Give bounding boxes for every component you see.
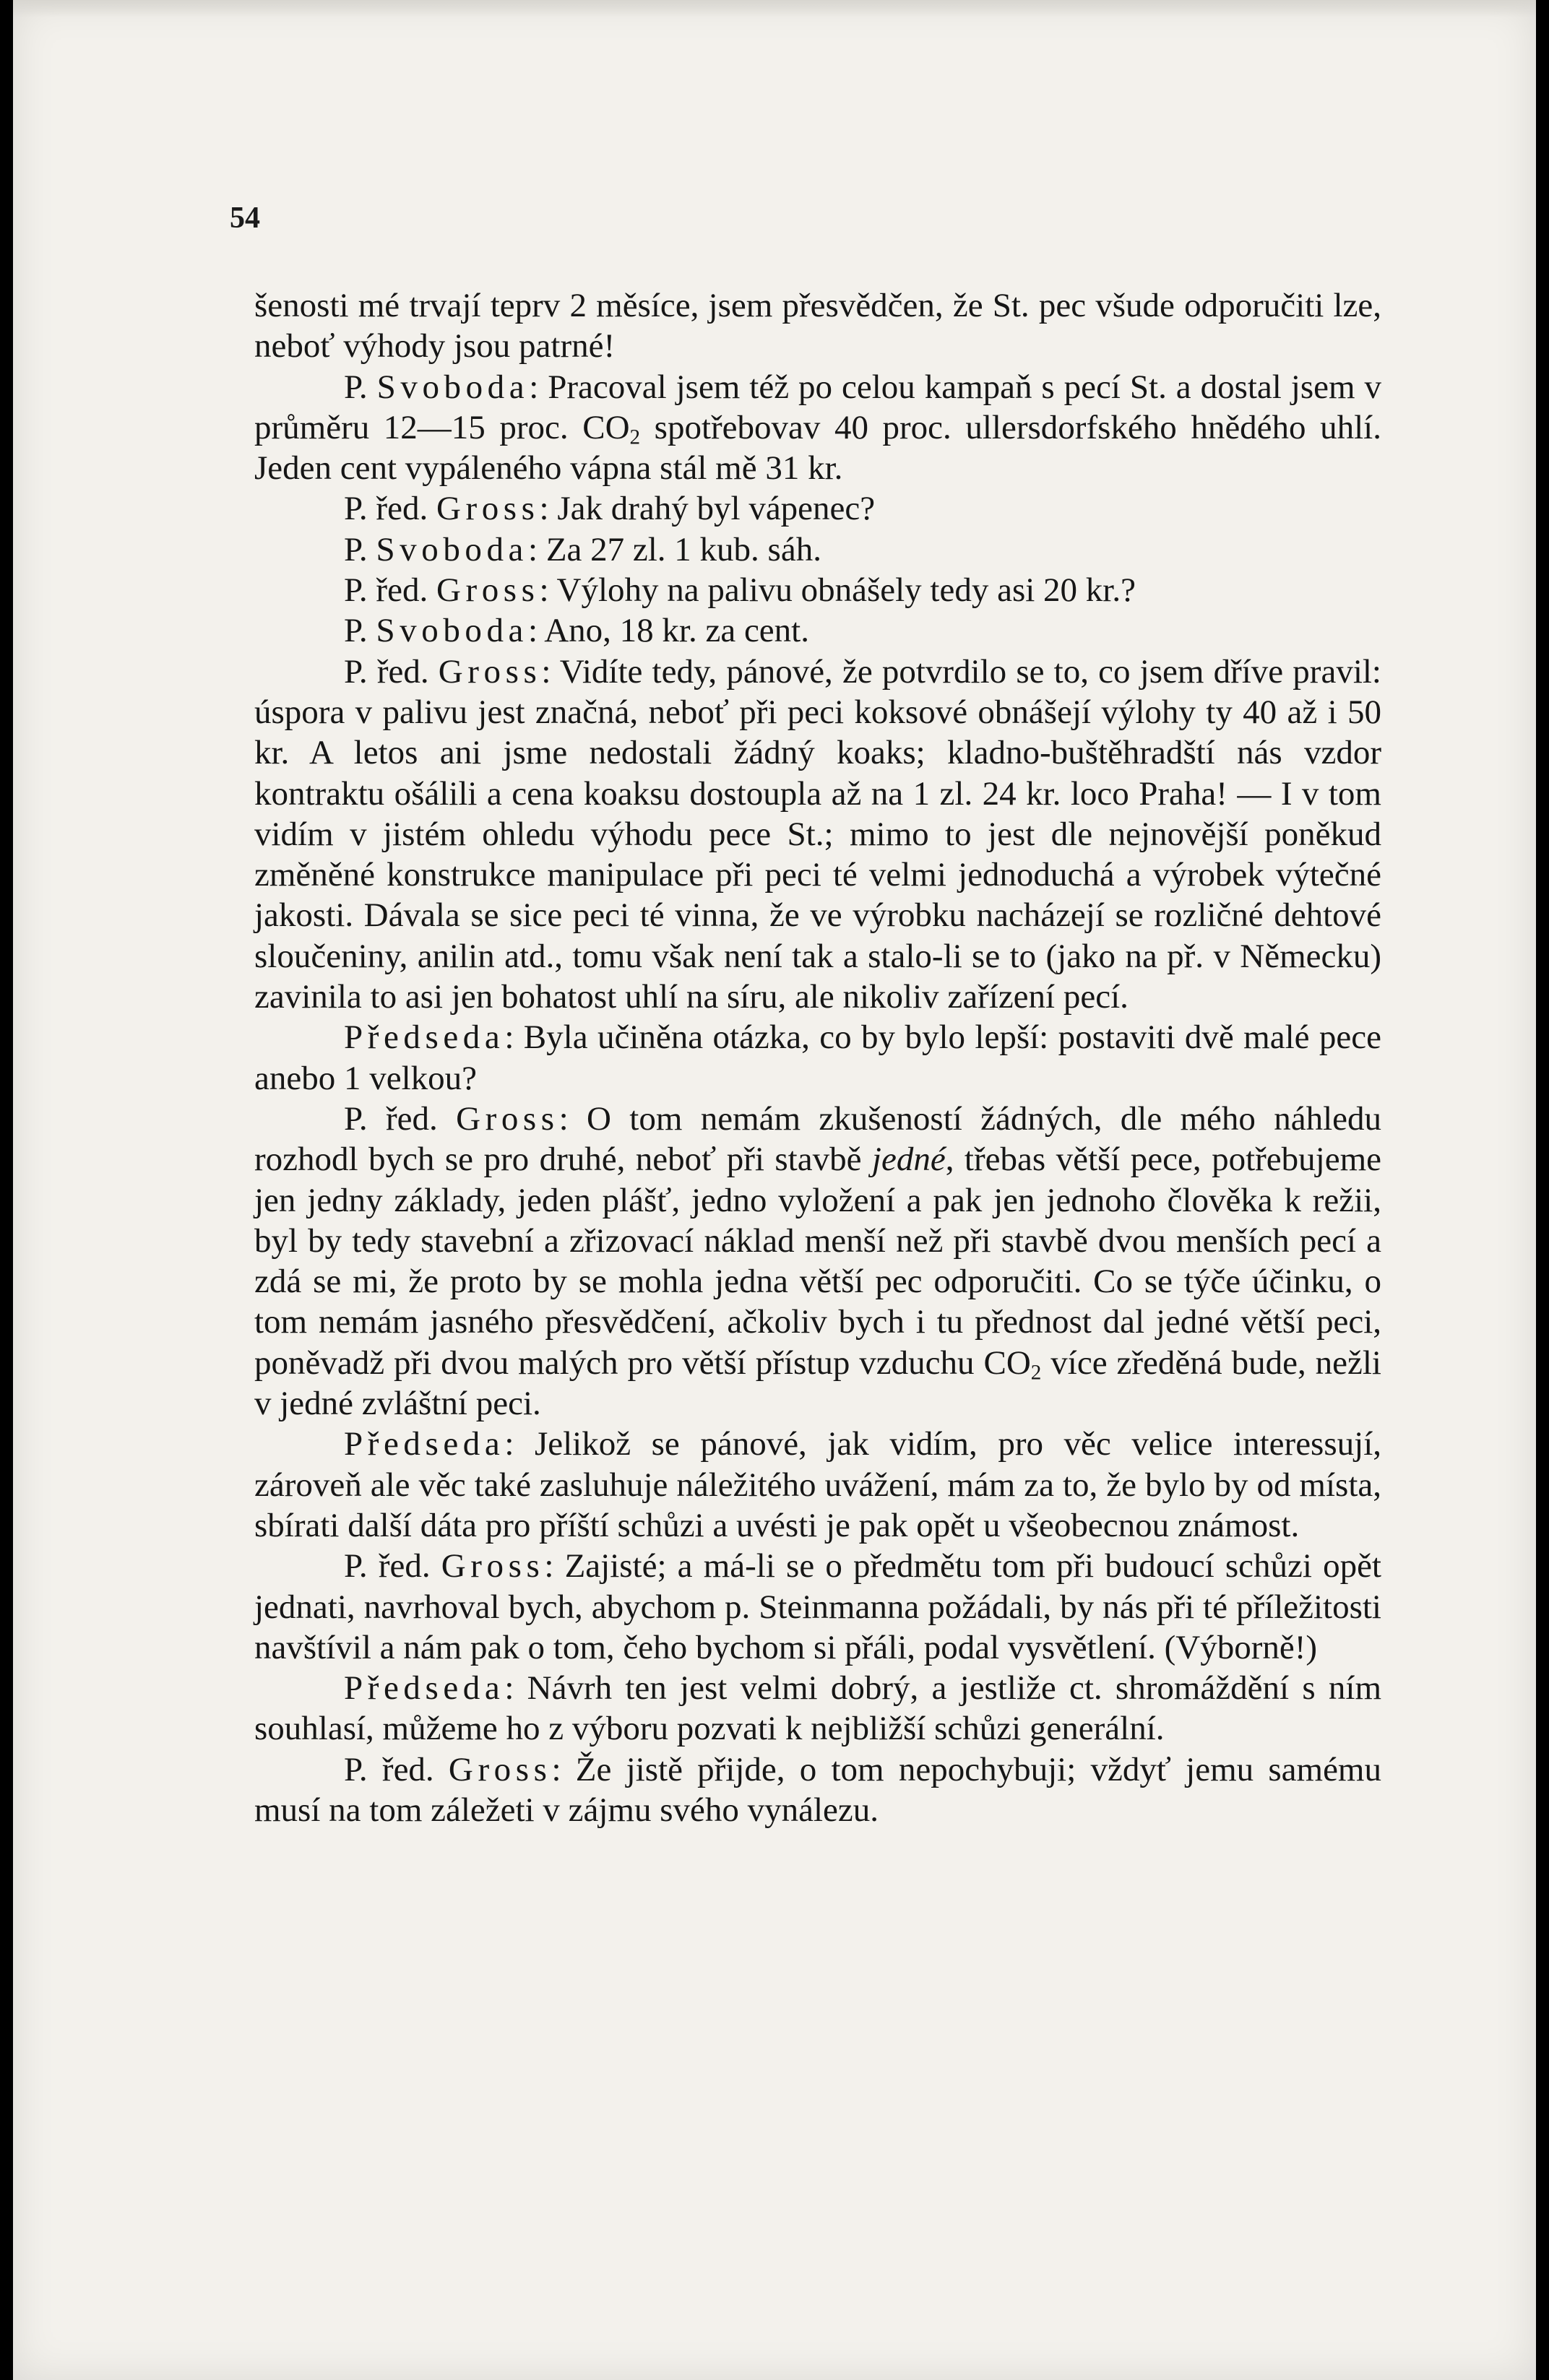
speaker-name: Gross: [436, 571, 540, 610]
paragraph-text: Jak drahý byl vápenec?: [557, 490, 876, 528]
paragraph-text: Ano, 18 kr. za cent.: [544, 612, 809, 650]
speaker-prefix: P. řed.: [344, 1099, 438, 1138]
speaker-name: Gross: [448, 1750, 552, 1788]
speaker-prefix: P. řed.: [344, 1547, 431, 1585]
paragraph-predseda-3: Předseda: Návrh ten jest velmi dobrý, a jestliže ct. shromáždění s ním souhlasí, můžeme ho z výboru pozvati k nejbližší schůzi generální.: [254, 1669, 1381, 1748]
speaker-name: Svoboda: [376, 612, 528, 650]
paragraph-text: více zředěná bude, nežli v jedné zvláštní peci.: [254, 1343, 1381, 1423]
paragraph-text: spotřebovav 40 proc. ullersdorfského hnědého uhlí. Jeden cent vypáleného vápna stál mě 31 kr.: [254, 408, 1381, 488]
speaker-prefix: P.: [344, 530, 368, 568]
paragraph-gross-1: P. řed. Gross: Jak drahý byl vápenec?: [344, 490, 876, 528]
paragraph-text: Jelikož se pánové, jak vidím, pro věc velice interessují, zároveň ale věc také zasluhuje náležitého uvážení, mám za to, že bylo by od místa, sbírati další dáta pro příští schůzi a uvésti je pak opět u všeobecnou známost.: [254, 1425, 1381, 1544]
speaker-name: Předseda: [344, 1669, 505, 1708]
speaker-name: Gross: [456, 1099, 559, 1138]
paragraph-gross-4: P. řed. Gross: O tom nemám zkušeností žádných, dle mého náhledu rozhodl bych se pro druhé, neboť při stavbě jedné, třebas větší pece, potřebujeme jen jedny základy, jeden plášť, jedno vyložení a pak jen jednoho člověka k režii, byl by tedy stavební a zřizovací náklad menší než při stavbě dvou menších pecí a zdá se mi, že proto by se mohla jedna větší pec odporučiti. Co se týče účinku, o tom nemám jasného přesvědčení, ačkoliv bych i tu přednost dal jedné větší peci, poněvadž při dvou malých pro větší přístup vzduchu $CO_2$ více zředěná bude, nežli v jedné zvláštní peci.: [254, 1099, 1382, 1423]
speaker-name: Gross: [436, 490, 540, 528]
paragraph-svoboda-2: P. Svoboda: Za 27 zl. 1 kub. sáh.: [344, 530, 821, 568]
scanned-page: [13, 0, 1536, 2380]
paragraph-gross-5: P. řed. Gross: Zajisté; a má-li se o předmětu tom při budoucí schůzi opět jednati, navrhoval bych, abychom p. Steinmanna požádali, by nás při té příležitosti navštívil a nám pak o tom, čeho bychom si přáli, podal vysvětlení. (Výborně!): [254, 1547, 1381, 1666]
paragraph-predseda-2: Předseda: Jelikož se pánové, jak vidím, pro věc velice interessují, zároveň ale věc také zasluhuje náležitého uvážení, mám za to, že bylo by od místa, sbírati další dáta pro příští schůzi a uvésti je pak opět u všeobecnou známost.: [254, 1425, 1381, 1544]
speaker-prefix: P. řed.: [344, 571, 428, 610]
paragraph-svoboda-1: P. Svoboda: Pracoval jsem též po celou kampaň s pecí St. a dostal jsem v průměru 12—15 proc. $CO_2$ spotřebovav 40 proc. ullersdorfského hnědého uhlí. Jeden cent vypáleného vápna stál mě 31 kr.: [254, 368, 1382, 488]
speaker-name: Gross: [441, 1547, 545, 1585]
subscript: 2: [629, 425, 641, 449]
paragraph-text: Návrh ten jest velmi dobrý, a jestliže ct. shromáždění s ním souhlasí, můžeme ho z výboru pozvati k nejbližší schůzi generální.: [254, 1669, 1381, 1748]
speaker-name: Gross: [438, 652, 542, 691]
paragraph-text: Zajisté; a má-li se o předmětu tom při budoucí schůzi opět jednati, navrhoval bych, abychom p. Steinmanna požádali, by nás při té příležitosti navštívil a nám pak o tom, čeho bychom si přáli, podal vysvětlení. (Výborně!): [254, 1547, 1381, 1666]
speaker-prefix: P. řed.: [344, 652, 429, 691]
paragraph-text: , třebas větší pece, potřebujeme jen jedny základy, jeden plášť, jedno vyložení a pak jen jednoho člověka k režii, byl by tedy stavební a zřizovací náklad menší než při stavbě dvou menších pecí a zdá se mi, že proto by se mohla jedna větší pec odporučiti. Co se týče účinku, o tom nemám jasného přesvědčení, ačkoliv bych i tu přednost dal jedné větší peci, poněvadž při dvou malých pro větší přístup vzduchu CO: [254, 1141, 1382, 1382]
paragraph-text: O tom nemám zkušeností žádných, dle mého náhledu rozhodl bych se pro druhé, neboť při stavbě: [254, 1099, 1382, 1179]
speaker-name: Předseda: [344, 1018, 505, 1057]
body-text: [254, 285, 1381, 1830]
paragraph-continuation: [254, 285, 1381, 367]
paragraph-text: Za 27 zl. 1 kub. sáh.: [545, 530, 821, 568]
paragraph-text: Pracoval jsem též po celou kampaň s pecí St. a dostal jsem v průměru 12—15 proc. CO: [254, 368, 1382, 446]
paragraph-text: šenosti mé trvají teprv 2 měsíce, jsem přesvědčen, že St. pec všude odporučiti lze, neboť výhody jsou patrné!: [254, 287, 1381, 365]
subscript: 2: [1030, 1361, 1042, 1384]
paragraph-gross-2: P. řed. Gross: Výlohy na palivu obnášely tedy asi 20 kr.?: [344, 571, 1136, 610]
scan-edge: [13, 0, 1536, 17]
speaker-prefix: P. řed.: [344, 490, 428, 528]
speaker-prefix: P. řed.: [344, 1750, 434, 1788]
paragraph-predseda-1: Předseda: Byla učiněna otázka, co by bylo lepší: postaviti dvě malé pece anebo 1 velkou?: [254, 1018, 1381, 1097]
emphasis: jedné: [871, 1141, 946, 1179]
paragraph-text: Vidíte tedy, pánové, že potvrdilo se to, co jsem dříve pravil: úspora v palivu jest značná, neboť při peci koksové obnášejí výlohy ty 40 až i 50 kr. A letos ani jsme nedostali žádný koaks; kladno-buštěhradští nás vzdor kontraktu ošálili a cena koaksu dostoupla až na 1 zl. 24 kr. loco Praha! — I v tom vidím v jistém ohledu výhodu pece St.; mimo to jest dle nejnovější poněkud změněné konstrukce manipulace při peci té velmi jednoduchá a výrobek výtečné jakosti. Dávala se sice peci té vinna, že ve výrobku nacházejí se rozličné dehtové sloučeniny, anilin atd., tomu však není tak a stalo-li se to (jako na př. v Německu) zavinila to asi jen bohatost uhlí na síru, ale nikoliv zařízení pecí.: [254, 652, 1381, 1016]
paragraph-text: Výlohy na palivu obnášely tedy asi 20 kr.?: [556, 571, 1136, 610]
speaker-prefix: P.: [344, 368, 368, 406]
paragraph-text: Že jistě přijde, o tom nepochybuji; vždyť jemu samému musí na tom záležeti v zájmu svého vynálezu.: [254, 1750, 1381, 1829]
speaker-name: Svoboda: [376, 530, 528, 568]
speaker-name: Předseda: [344, 1425, 505, 1463]
paragraph-text: Byla učiněna otázka, co by bylo lepší: postaviti dvě malé pece anebo 1 velkou?: [254, 1018, 1381, 1097]
paragraph-svoboda-3: P. Svoboda: Ano, 18 kr. za cent.: [344, 612, 809, 650]
speaker-prefix: P.: [344, 612, 368, 650]
speaker-name: Svoboda: [376, 368, 530, 406]
page-number: 54: [230, 202, 260, 235]
paragraph-gross-3: P. řed. Gross: Vidíte tedy, pánové, že potvrdilo se to, co jsem dříve pravil: úspora v palivu jest značná, neboť při peci koksové obnášejí výlohy ty 40 až i 50 kr. A letos ani jsme nedostali žádný koaks; kladno-buštěhradští nás vzdor kontraktu ošálili a cena koaksu dostoupla až na 1 zl. 24 kr. loco Praha! — I v tom vidím v jistém ohledu výhodu pece St.; mimo to jest dle nejnovější poněkud změněné konstrukce manipulace při peci té velmi jednoduchá a výrobek výtečné jakosti. Dávala se sice peci té vinna, že ve výrobku nacházejí se rozličné dehtové sloučeniny, anilin atd., tomu však není tak a stalo-li se to (jako na př. v Německu) zavinila to asi jen bohatost uhlí na síru, ale nikoliv zařízení pecí.: [254, 652, 1381, 1016]
paragraph-gross-6: P. řed. Gross: Že jistě přijde, o tom nepochybuji; vždyť jemu samému musí na tom záležeti v zájmu svého vynálezu.: [254, 1750, 1381, 1829]
